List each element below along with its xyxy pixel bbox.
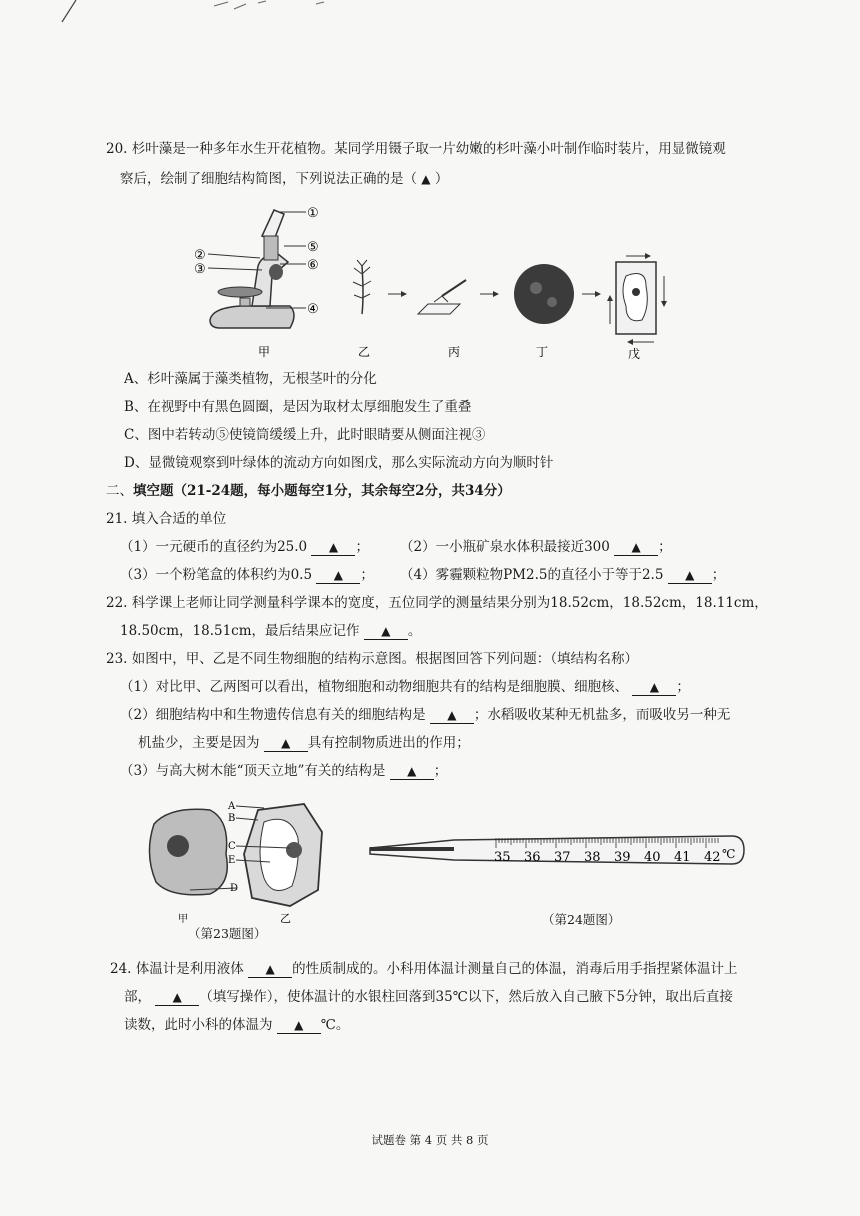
scale-label: 37	[554, 850, 571, 865]
scale-label: 42	[704, 850, 721, 865]
label-6: ⑥	[307, 258, 319, 273]
q23-stem: 23. 如图中，甲、乙是不同生物细胞的结构示意图。根据图回答下列问题：（填结构名称）	[106, 651, 639, 667]
q20-option-b: B、在视野中有黑色圆圈，是因为取材太厚细胞发生了重叠	[124, 399, 472, 415]
answer-blank[interactable]: ▲	[632, 679, 676, 696]
cell-label-jia: 甲	[178, 914, 188, 925]
q21-part2: （2）一小瓶矿泉水体积最接近300 ▲ ；	[400, 539, 672, 555]
q23-sub2: （2）细胞结构中和生物遗传信息有关的细胞结构是 ▲ ；水稻吸收某种无机盐多，而吸收另一种无	[120, 707, 731, 723]
q20-stem-text: 察后，绘制了细胞结构简图，下列说法正确的是（	[120, 171, 417, 187]
label-1: ①	[307, 206, 319, 221]
fig-label-bing: 丙	[448, 345, 461, 359]
cell-label-a: A	[228, 801, 236, 812]
q20-option-c: C、图中若转动⑤使镜筒缓缓上升，此时眼睛要从侧面注视③	[124, 427, 486, 443]
cell-label-b: B	[228, 813, 236, 824]
answer-blank[interactable]: ▲	[155, 989, 199, 1006]
answer-mark: ▲	[421, 172, 431, 186]
q21-part4: （4）雾霾颗粒物PM2.5的直径小于等于2.5 ▲ ；	[400, 567, 726, 583]
q20-stem-line1: 20. 杉叶藻是一种多年水生开花植物。某同学用镊子取一片幼嫩的杉叶藻小叶制作临时装片，用显微镜观	[106, 141, 726, 157]
q24-line1: 24. 体温计是利用液体 ▲ 的性质制成的。小科用体温计测量自己的体温，消毒后用手指捏紧体温计上	[110, 961, 738, 977]
pen-marks	[0, 0, 860, 40]
q24-line2: 部， ▲ （填写操作），使体温计的水银柱回落到35℃以下，然后放入自己腋下5分钟，取出后直接	[124, 989, 733, 1005]
scale-label: 40	[644, 850, 661, 865]
chloroplast-flow-cell	[610, 256, 664, 342]
q23-caption: （第23题图）	[188, 926, 267, 941]
q21-stem: 21. 填入合适的单位	[106, 511, 227, 527]
label-4: ④	[307, 302, 319, 317]
section-heading	[106, 482, 511, 500]
fig-label-ding: 丁	[536, 345, 549, 359]
q24-line3: 读数，此时小科的体温为 ▲ ℃。	[124, 1017, 350, 1033]
scale-label: 36	[524, 850, 541, 865]
slide-preparation-drawing	[418, 280, 466, 314]
q23-sub1: （1）对比甲、乙两图可以看出，植物细胞和动物细胞共有的结构是细胞膜、细胞核、 ▲ ；	[120, 679, 690, 695]
q20-stem-line2	[120, 170, 448, 188]
q22-line2: 18.50cm，18.51cm，最后结果应记作 ▲ 。	[120, 623, 422, 639]
label-3: ③	[194, 262, 206, 277]
cell-label-e: E	[228, 855, 236, 866]
answer-blank[interactable]: ▲	[264, 735, 308, 752]
cell-label-c: C	[228, 841, 236, 852]
q20-option-a: A、杉叶藻属于藻类植物，无根茎叶的分化	[124, 371, 377, 387]
page-footer: 试题卷 第 4 页 共 8 页	[371, 1133, 489, 1147]
answer-blank[interactable]: ▲	[430, 707, 474, 724]
q24-caption: （第24题图）	[542, 912, 621, 927]
water-plant-drawing	[353, 260, 371, 314]
fig-label-jia: 甲	[258, 345, 271, 359]
thermometer-figure	[364, 828, 754, 874]
cell-label-yi: 乙	[280, 912, 291, 925]
answer-blank[interactable]: ▲	[316, 567, 360, 584]
scale-label: 35	[494, 850, 511, 865]
section-prefix: 二、	[106, 483, 133, 499]
q20-option-d: D、显微镜观察到叶绿体的流动方向如图戊，那么实际流动方向为顺时针	[124, 455, 554, 471]
section-title: 填空题（21-24题，每小题每空1分，其余每空2分，共34分）	[133, 483, 511, 499]
scale-label: 41	[674, 850, 691, 865]
q23-sub2-cont: 机盐少，主要是因为 ▲ 具有控制物质进出的作用；	[138, 735, 470, 751]
answer-blank[interactable]: ▲	[277, 1017, 321, 1034]
field-of-view-circle	[514, 264, 574, 324]
label-2: ②	[194, 248, 206, 263]
q23-cell-figure	[140, 794, 340, 934]
microscope-diagram	[194, 206, 319, 328]
animal-cell	[149, 809, 227, 895]
thermometer-unit: ℃	[722, 847, 736, 861]
fig-label-wu: 戊	[628, 347, 641, 361]
q22-line1: 22. 科学课上老师让同学测量科学课本的宽度，五位同学的测量结果分别为18.52cm，18.52cm，18.11cm，	[106, 595, 768, 611]
answer-blank[interactable]: ▲	[364, 623, 408, 640]
scale-label: 39	[614, 850, 631, 865]
label-5-right: ⑤	[307, 240, 319, 255]
q20-stem-end: ）	[434, 171, 449, 187]
answer-blank[interactable]: ▲	[311, 539, 355, 556]
scale-label: 38	[584, 850, 601, 865]
fig-label-yi: 乙	[358, 345, 371, 359]
q21-part1: （1）一元硬币的直径约为25.0 ▲ ；	[120, 539, 369, 555]
answer-blank[interactable]: ▲	[614, 539, 658, 556]
answer-blank[interactable]: ▲	[390, 763, 434, 780]
q20-figure	[180, 196, 690, 366]
answer-blank[interactable]: ▲	[248, 961, 292, 978]
answer-blank[interactable]: ▲	[668, 567, 712, 584]
q23-sub3: （3）与高大树木能“顶天立地”有关的结构是 ▲ ；	[120, 763, 448, 779]
q21-part3: （3）一个粉笔盒的体积约为0.5 ▲ ；	[120, 567, 374, 583]
cell-label-d: D	[230, 883, 239, 894]
